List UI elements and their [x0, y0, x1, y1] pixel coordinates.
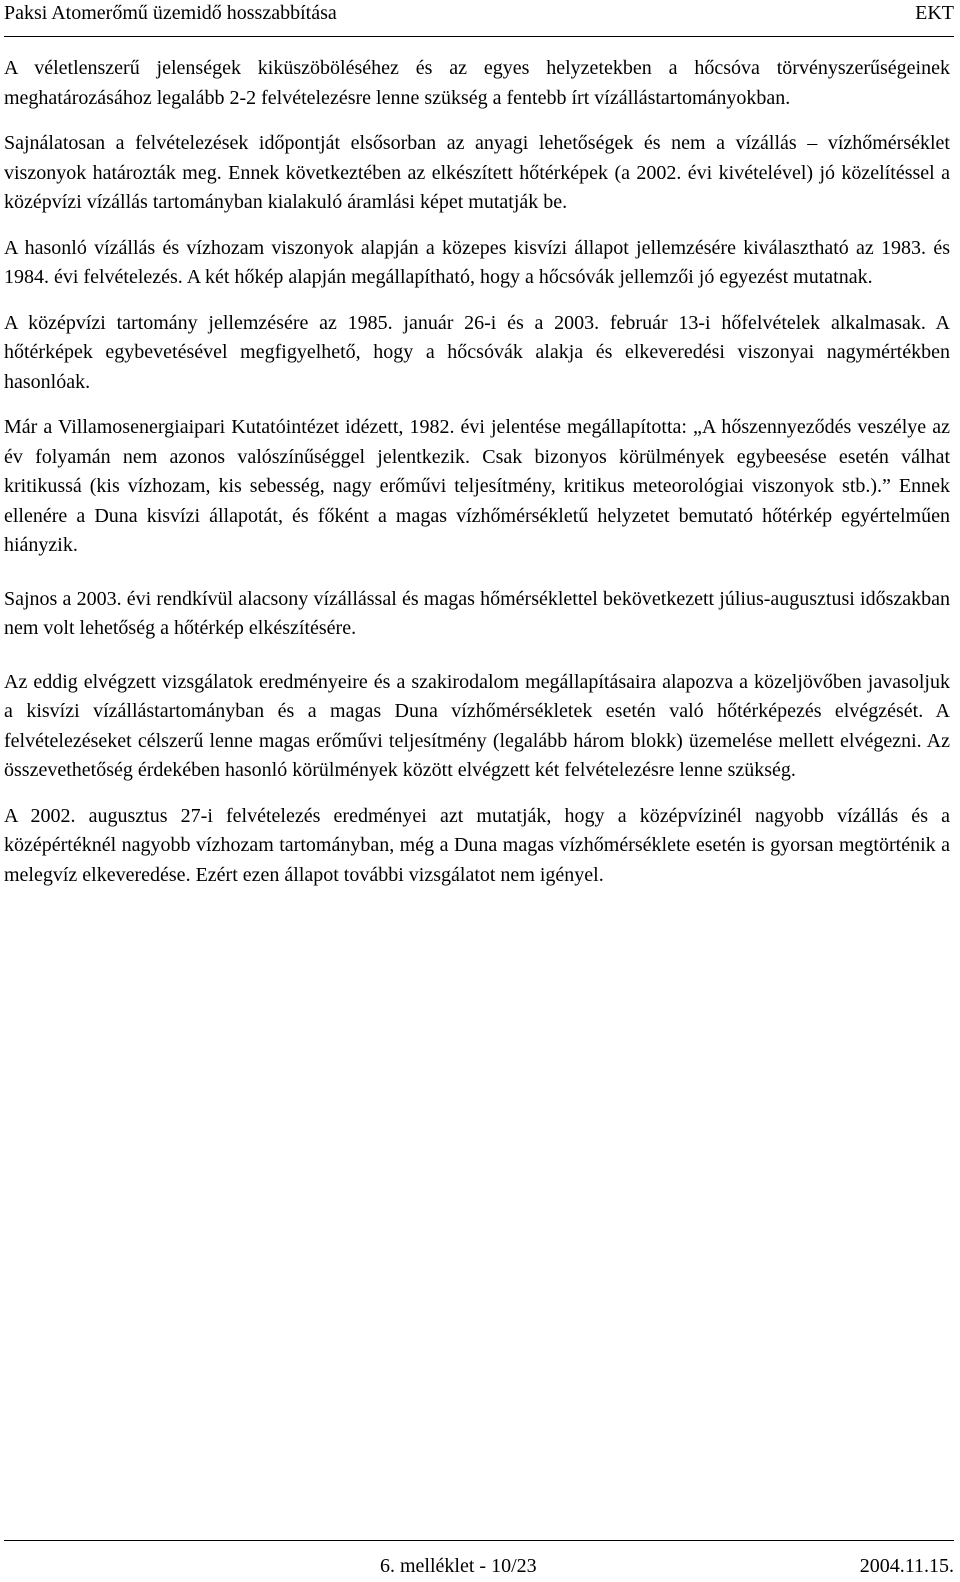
document-code: EKT — [915, 2, 954, 24]
document-title: Paksi Atomerőmű üzemidő hosszabbítása — [4, 2, 337, 24]
paragraph: Sajnálatosan a felvételezések időpontját elsősorban az anyagi lehetőségek és nem a vízállás – vízhőmérséklet viszonyok határozták meg. Ennek következtében az elkészített hőtérképek (a 2002. évi kivételével) jó közelítéssel a középvízi vízállás tartományban kialakuló áramlási képet mutatják be. — [4, 132, 950, 213]
paragraph: Az eddig elvégzett vizsgálatok eredményeire és a szakirodalom megállapításaira alapozva a közeljövőben javasoljuk a kisvízi vízállástartományban és a magas Duna vízhőmérsékletek esetén való hőtérképezés elvégzését. A felvételezéseket célszerű lenne magas erőművi teljesítmény (legalább három blokk) üzemelése mellett elvégezni. Az összevethetőség érdekében hasonló körülmények között elvégzett két felvételezésre lenne szükség. — [4, 670, 950, 781]
paragraph: A 2002. augusztus 27-i felvételezés eredményei azt mutatják, hogy a középvízinél nagyobb vízállás és a középértéknél nagyobb vízhozam tartományban, még a Duna magas vízhőmérséklete esetén is gyorsan megtörténik a melegvíz elkeveredése. Ezért ezen állapot további vizsgálatot nem igényel. — [4, 804, 950, 886]
page-number: 6. melléklet - 10/23 — [380, 1555, 537, 1577]
document-body — [4, 54, 950, 906]
paragraph: A hasonló vízállás és vízhozam viszonyok alapján a közepes kisvízi állapot jellemzésére kiválasztható az 1983. és 1984. évi felvételezés. A két hőkép alapján megállapítható, hogy a hőcsóvák jellemzői jó egyezést mutatnak. — [4, 236, 950, 288]
page-footer — [4, 1540, 954, 1582]
paragraph: A véletlenszerű jelenségek kiküszöböléséhez és az egyes helyzetekben a hőcsóva törvényszerűségeinek meghatározásához legalább 2-2 felvételezésre lenne szükség a fentebb írt vízállástartományokban. — [4, 57, 950, 109]
paragraph: A középvízi tartomány jellemzésére az 1985. január 26-i és a 2003. február 13-i hőfelvételek alkalmasak. A hőtérképek egybevetésével megfigyelhető, hogy a hőcsóvák alakja és elkeveredési viszonyai nagymértékben hasonlóak. — [4, 311, 950, 393]
document-date: 2004.11.15. — [859, 1555, 954, 1577]
page-header — [4, 0, 954, 37]
paragraph: Sajnos a 2003. évi rendkívül alacsony vízállással és magas hőmérséklettel bekövetkezett július-augusztusi időszakban nem volt lehetőség a hőtérkép elkészítésére. — [4, 587, 950, 639]
paragraph: Már a Villamosenergiaipari Kutatóintézet idézett, 1982. évi jelentése megállapította: „A hőszennyeződés veszélye az év folyamán nem azonos valószínűséggel jelentkezik. Csak bizonyos körülmények egybeesése esetén válhat kritikussá (kis vízhozam, kis sebesség, nagy erőművi teljesítmény, kritikus meteorológiai viszonyok stb.).” Ennek ellenére a Duna kisvízi állapotát, és főként a magas vízhőmérsékletű helyzetet bemutató hőtérkép egyértelműen hiányzik. — [4, 416, 950, 556]
